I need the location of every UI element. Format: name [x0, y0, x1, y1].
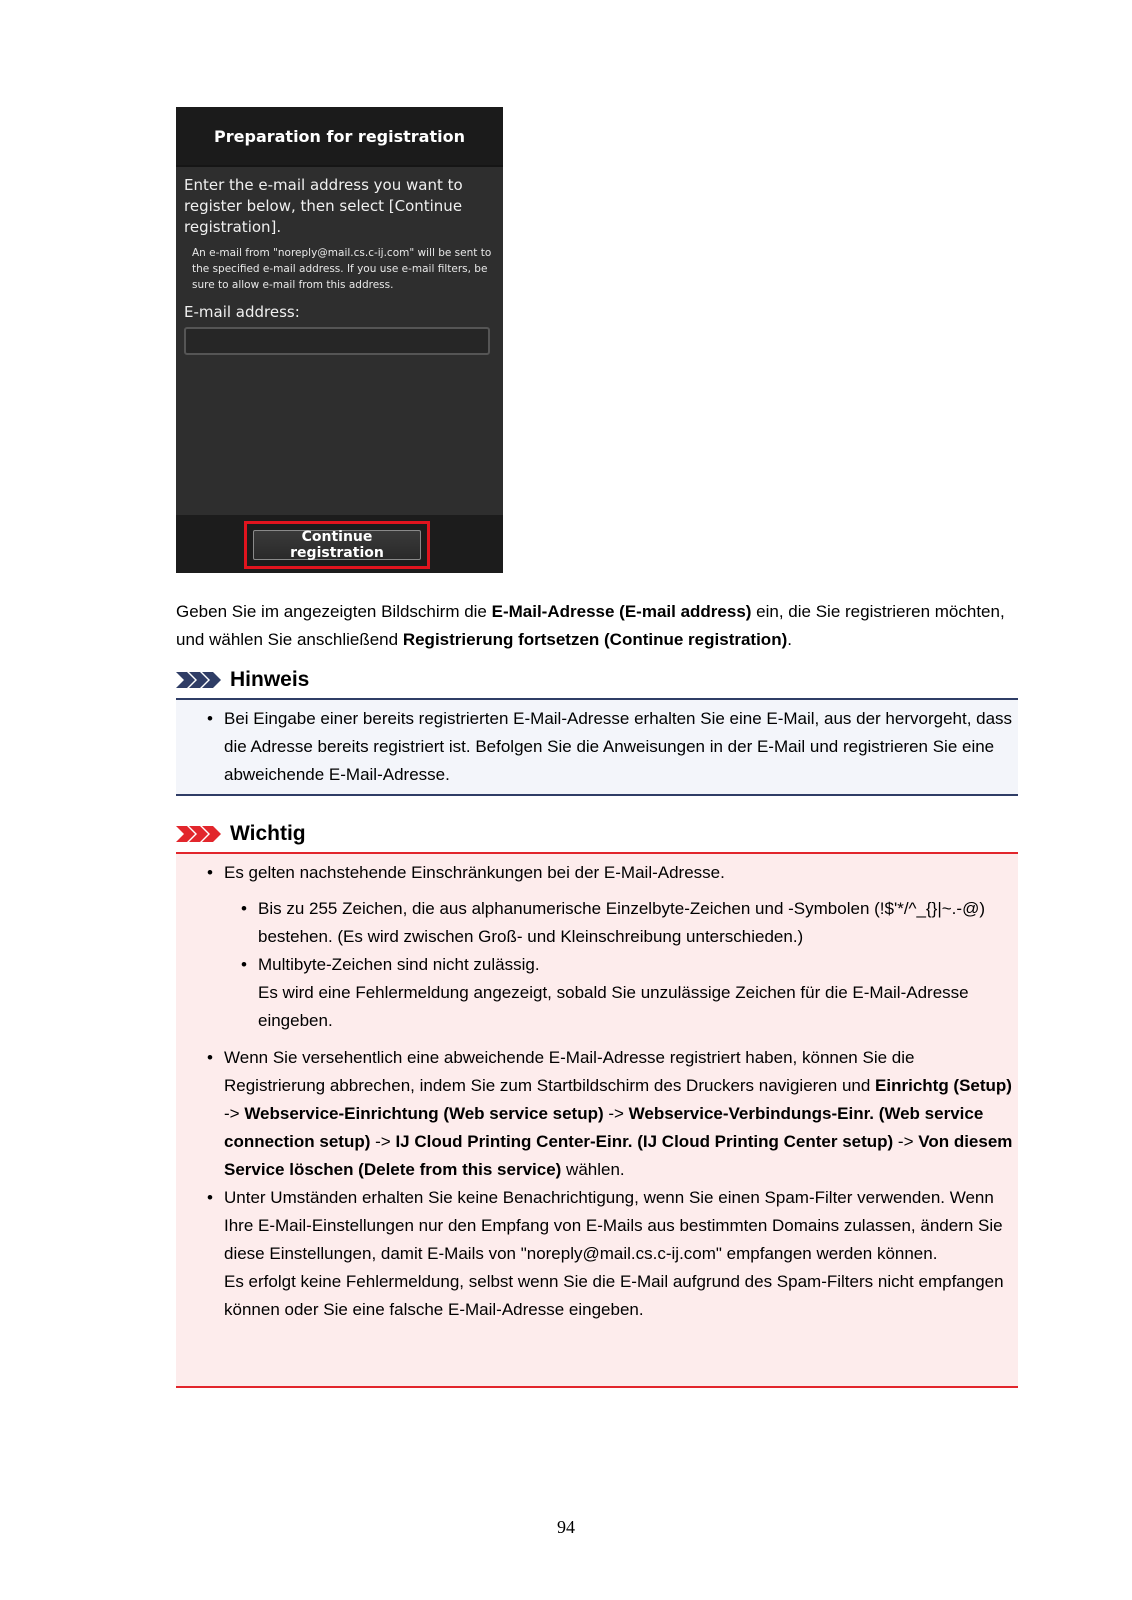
list-item: [176, 1044, 1018, 1184]
sub-item-continuation: Es wird eine Fehlermeldung angezeigt, sobald Sie unzulässige Zeichen für die E-Mail-Adresse eingeben.: [258, 983, 969, 1030]
highlight-frame: [244, 521, 430, 569]
hinweis-box: [176, 698, 1018, 796]
path-separator: ->: [224, 1104, 245, 1123]
email-input[interactable]: [184, 327, 490, 355]
sub-list-item: • Bis zu 255 Zeichen, die aus alphanumerische Einzelbyte-Zeichen und -Symbolen (!$'*/^_{}|~.-@) bestehen. (Es wird zwischen Groß- und Kleinschreibung unterschieden.): [176, 895, 1018, 951]
screen-title: Preparation for registration: [176, 107, 503, 165]
wichtig-heading: [176, 822, 306, 846]
wichtig-title: Wichtig: [230, 822, 306, 845]
text: ein, die Sie registrieren möchten, und wählen Sie anschließend: [176, 602, 1005, 649]
sub-list-item: • Multibyte-Zeichen sind nicht zulässig.: [176, 951, 1018, 979]
text: .: [787, 630, 792, 649]
screen-note: An e-mail from "noreply@mail.cs.c-ij.com" will be sent to the specified e-mail address. If you use e-mail filters, be sure to allow e-mail from this address.: [192, 247, 492, 291]
menu-path-delete-service: Von diesem Service löschen (Delete from this service): [224, 1132, 1013, 1179]
list-item: [176, 1184, 1018, 1324]
page-number: 94: [557, 1517, 575, 1537]
list-item: • Bei Eingabe einer bereits registrierten E-Mail-Adresse erhalten Sie eine E-Mail, aus der hervorgeht, dass die Adresse bereits registriert ist. Befolgen Sie die Anweisungen in der E-Mail und registrieren Sie eine abweichende E-Mail-Adresse.: [176, 705, 1018, 789]
continue-registration-button[interactable]: Continue registration: [253, 530, 421, 560]
screen-instructions: Enter the e-mail address you want to register below, then select [Continue registration].: [184, 176, 463, 236]
spam-filter-continuation: Es erfolgt keine Fehlermeldung, selbst wenn Sie die E-Mail aufgrund des Spam-Filters nicht empfangen können oder Sie eine falsche E-Mail-Adresse eingeben.: [224, 1272, 1004, 1319]
hinweis-title: Hinweis: [230, 668, 310, 691]
menu-path-setup: Einrichtg (Setup): [875, 1076, 1012, 1095]
hinweis-heading: [176, 668, 309, 692]
wichtig-box: [176, 852, 1018, 1388]
text: Geben Sie im angezeigten Bildschirm die: [176, 602, 492, 621]
path-separator: ->: [603, 1104, 629, 1123]
list-item: • Es gelten nachstehende Einschränkungen bei der E-Mail-Adresse.: [176, 859, 1018, 887]
term-continue-registration: Registrierung fortsetzen (Continue registration): [402, 630, 788, 649]
spam-filter-text: • Unter Umständen erhalten Sie keine Benachrichtigung, wenn Sie einen Spam-Filter verwenden. Wenn Ihre E-Mail-Einstellungen nur den Empfang von E-Mails aus bestimmten Domains zulassen, ändern Sie diese Einstellungen, damit E-Mails von "noreply@mail.cs.c-ij.com" empfangen werden können.: [224, 1188, 1003, 1263]
text: wählen.: [561, 1160, 625, 1179]
email-label: E-mail address:: [184, 303, 300, 321]
note-chevrons-icon: [176, 671, 222, 689]
path-separator: ->: [370, 1132, 396, 1151]
text: Wenn Sie versehentlich eine abweichende E-Mail-Adresse registriert haben, können Sie die Registrierung abbrechen, indem Sie zum Startbildschirm des Druckers navigieren und: [224, 1048, 915, 1095]
screen-footer: [176, 515, 503, 573]
menu-path-web-service-setup: Webservice-Einrichtung (Web service setup): [244, 1104, 604, 1123]
menu-path-ij-cloud-setup: IJ Cloud Printing Center-Einr. (IJ Cloud Printing Center setup): [395, 1132, 894, 1151]
intro-paragraph: [176, 598, 1026, 654]
important-chevrons-icon: [176, 825, 222, 843]
menu-path-web-service-connection: Webservice-Verbindungs-Einr. (Web service connection setup): [224, 1104, 984, 1151]
screen-body: [176, 165, 503, 524]
path-separator: ->: [893, 1132, 919, 1151]
printer-screenshot: [176, 107, 503, 573]
term-email-address: E-Mail-Adresse (E-mail address): [491, 602, 752, 621]
